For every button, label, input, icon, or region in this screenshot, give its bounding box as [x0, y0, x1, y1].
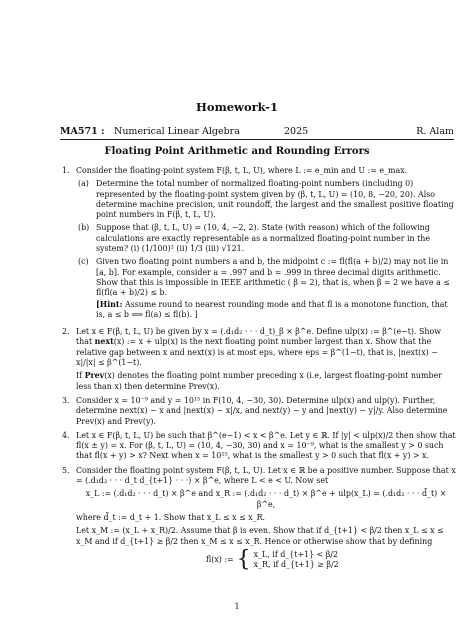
question-number: 5.	[62, 465, 70, 475]
problem-list	[60, 166, 456, 574]
question-text: (x) denotes the floating point number preceding x (i.e, largest floating-point number less than x) then determine Prev(x).	[76, 371, 442, 391]
question-5	[60, 466, 456, 570]
question-text: Consider the floating-point system F(β, t, L, U), where L := e_min and U := e_max.	[76, 166, 408, 175]
document-title: Homework-1	[196, 100, 278, 114]
next-keyword: next	[94, 337, 114, 347]
subquestion-label: (a)	[78, 179, 89, 189]
subquestion-label: (b)	[78, 223, 90, 233]
question-3	[60, 396, 456, 427]
subquestion-a	[78, 179, 456, 220]
question-text: where d̃_t := d_t + 1. Show that x_L ≤ x ≤ x_R.	[76, 512, 266, 522]
question-number: 4.	[62, 430, 70, 440]
question-2	[60, 327, 456, 392]
subquestion-text: Determine the total number of normalized floating-point numbers (including 0) represented by the floating-point system given by (β, t, L, U) = (10, 8, −20, 20). Also determine machine precision, unit roundoff, the largest and the smallest positive floating point numbers in F(β, t, L, U).	[96, 179, 454, 220]
formula: x_L := (.d₁d₂ · · · d_t) × β^e and x_R := (.d₁d₂ · · · d_t) × β^e + ulp(x_L) = (.d₁d₂ · · · d̃_t) × β^e,	[85, 489, 447, 509]
question-number: 1.	[62, 166, 70, 175]
subquestion-c	[78, 257, 456, 320]
course-code: MA571 :	[60, 126, 105, 137]
hint	[96, 300, 456, 321]
question-paragraph	[76, 371, 456, 392]
course-year: 2025	[284, 126, 309, 137]
subquestion-text: Given two floating point numbers a and b, the midpoint c := fl(fl(a + b)/2) may not lie in [a, b]. For example, consider a = .997 and b = .999 in three decimal digits arithmetic. Show that this is impossible in IEEE arithmetic ( β = 2), that is, when β = 2 we have a ≤ fl(fl(a + b)/2) ≤ b.	[96, 257, 450, 298]
question-number: 2.	[62, 327, 70, 337]
subquestion-text: Suppose that (β, t, L, U) = (10, 4, −2, 2). State (with reason) which of the following calculations are exactly representable as a normalized floating-point number in the system? (i) (1/100)² (ii) 1/3 (iii) √121.	[96, 223, 431, 254]
hint-text: Assume round to nearest rounding mode and that fl is a monotone function, that is, a ≤ b ⟹ fl(a) ≤ fl(b). ]	[96, 299, 448, 319]
question-text: Consider x = 10⁻⁹ and y = 10¹⁵ in F(10, 4, −30, 30). Determine ulp(x) and ulp(y). Further, determine next(x) − x and |next(x) − x|/x, and next(y) − y and |next(y) − y|/y. Also determine Prev(x) and Prev(y).	[76, 395, 448, 426]
brace-symbol: {	[236, 546, 251, 572]
question-number: 3.	[62, 395, 70, 405]
course-header	[60, 126, 454, 137]
question-text: Let x_M := (x_L + x_R)/2. Assume that β is even. Show that if d_{t+1} < β/2 then x_L ≤ x ≤ x_M and if d_{t+1} ≥ β/2 then x_M ≤ x ≤ x_R. Hence or otherwise show that by defining	[76, 526, 444, 546]
hint-label: [Hint:	[96, 299, 123, 309]
question-text: If	[76, 371, 83, 381]
definition-formula	[206, 546, 456, 572]
question-text: Consider the floating point system F(β, t, L, U). Let x ∈ ℝ be a positive number. Suppose that x = (.d₁d₂ · · · d_t d_{t+1} · · ·) × β^e, where L < e < U. Now set	[76, 465, 456, 486]
question-4	[60, 431, 456, 462]
question-text: Let x ∈ F(β, t, L, U) be given by x = (.d₁d₂ · · · d_t)_β × β^e. Define ulp(x) := β^(e−t). Show that	[76, 327, 441, 347]
course-author: R. Alam	[416, 126, 454, 137]
course-name: Numerical Linear Algebra	[114, 126, 240, 137]
subquestion-label: (c)	[78, 257, 89, 267]
prev-keyword: Prev	[84, 371, 105, 381]
page-number: 1	[234, 602, 240, 611]
subquestion-b	[78, 223, 456, 254]
question-1	[60, 166, 456, 323]
definition-lhs: fl(x) :=	[206, 554, 234, 564]
question-text: (x) := x + ulp(x) is the next floating point number largest than x. Show that the relative gap between x and next(x) is at most eps, where eps = β^(1−t), that is, |next(x) − x|/|x| ≤ β^(1−t).	[76, 337, 438, 368]
header-rule	[60, 139, 454, 140]
definition-case: x_R, if d_{t+1} ≥ β/2	[253, 559, 339, 569]
definition-case: x_L, if d_{t+1} < β/2	[253, 549, 338, 559]
section-title: Floating Point Arithmetic and Rounding Errors	[104, 146, 370, 157]
question-text: Let x ∈ F(β, t, L, U) be such that β^(e−1) < x < β^e. Let y ∈ ℝ. If |y| < ulp(x)/2 then show that fl(x ± y) = x. For (β, t, L, U) = (10, 4, −30, 30) and x = 10⁻⁹, what is the smallest y > 0 such that fl(x + y) > x? Next when x = 10¹⁵, what is the smallest y > 0 such that fl(x + y) > x.	[76, 430, 456, 461]
